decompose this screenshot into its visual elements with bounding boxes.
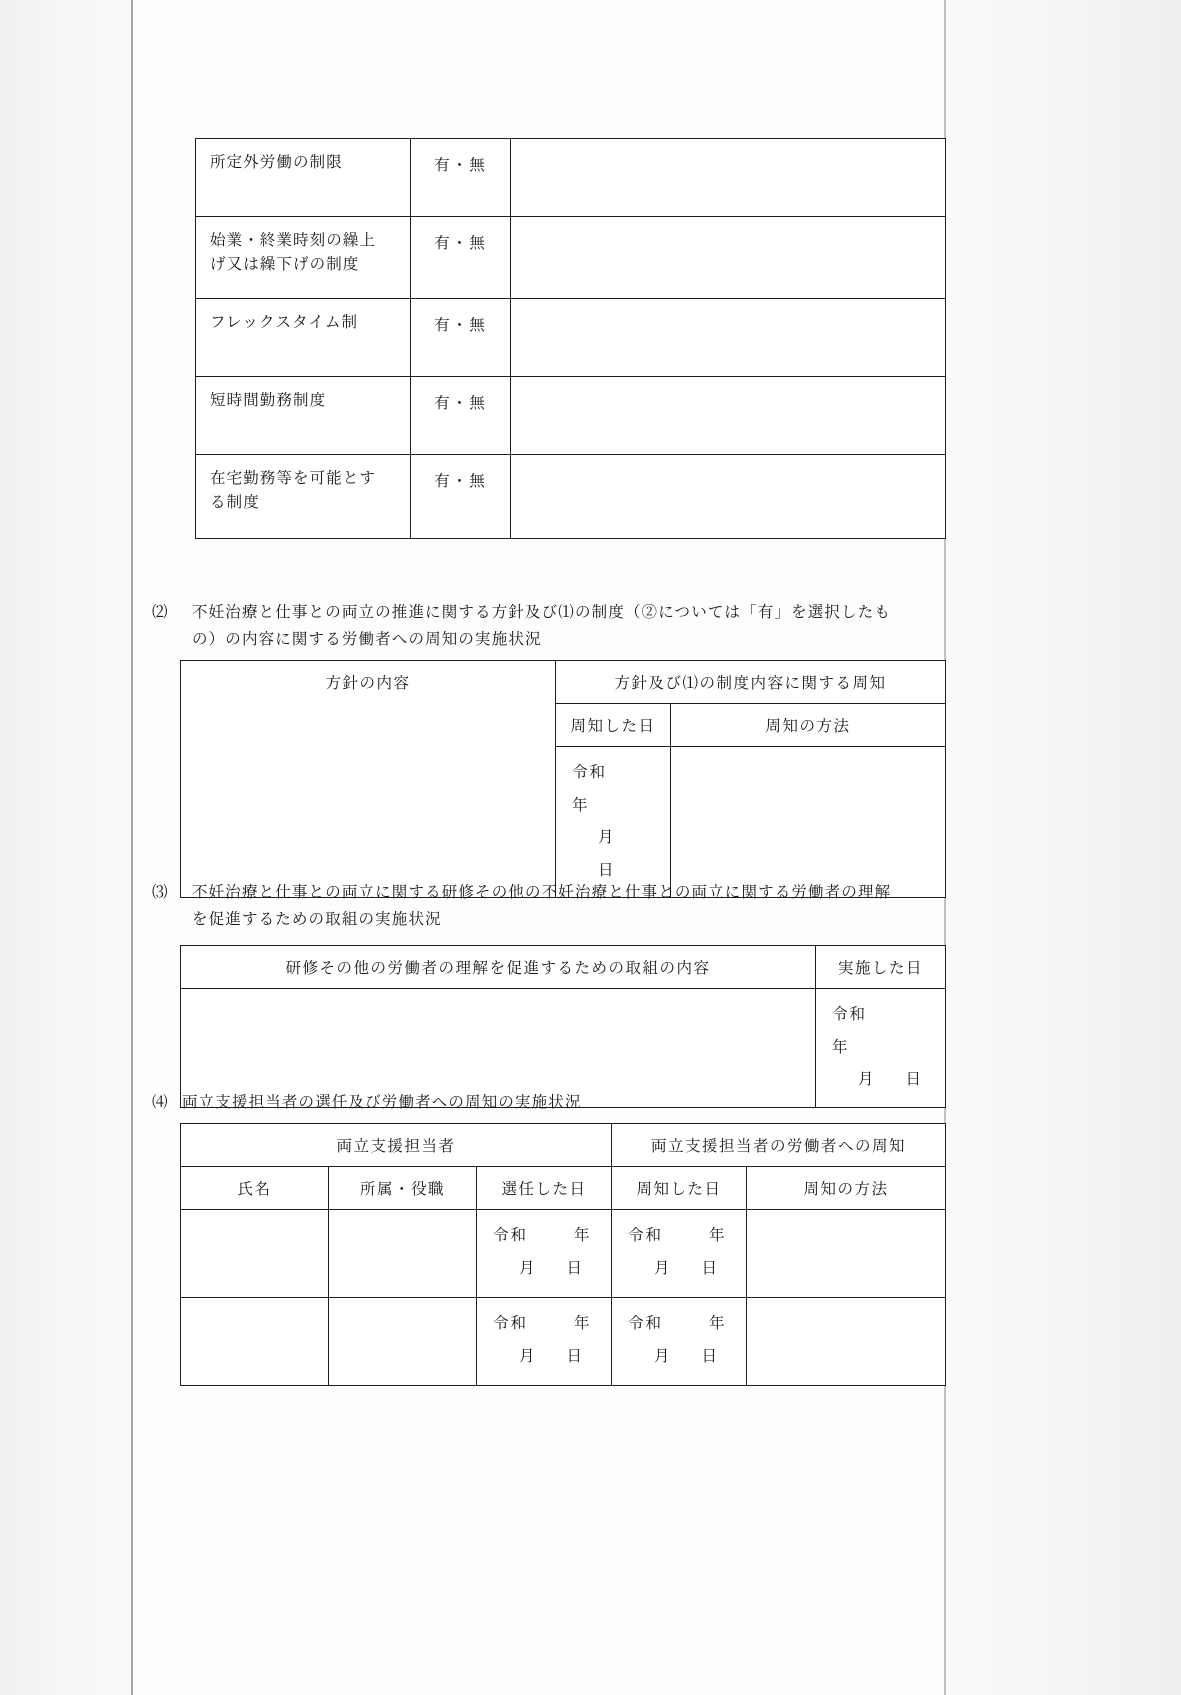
date-month: 月 (519, 1259, 537, 1277)
cell-affiliation-value[interactable] (329, 1210, 477, 1298)
date-month-day-line (493, 1341, 595, 1374)
cell-group-notice-header (612, 1124, 946, 1167)
section-3-heading-text (192, 880, 952, 933)
affiliation-value (329, 1298, 476, 1320)
date-era: 令和 (493, 1227, 529, 1244)
date-era: 令和 (628, 1227, 664, 1244)
date-year: 年 (574, 1227, 592, 1244)
date-era-year-line (493, 1220, 595, 1253)
date-month-day-line (572, 822, 654, 887)
cell-group-person-header (181, 1124, 612, 1167)
cell-system-label (196, 139, 411, 217)
section-3-heading-line1: 不妊治療と仕事との両立に関する研修その他の不妊治療と仕事との両立に関する労働者の理解 (192, 884, 892, 901)
cell-choice-yes-no[interactable] (411, 455, 511, 539)
date-month: 月 (654, 1347, 672, 1365)
system-label-text (196, 455, 410, 525)
date-entry (816, 989, 945, 1107)
page-border-left (131, 0, 133, 1695)
note-text (511, 455, 945, 477)
cell-measure-content-header (181, 946, 816, 989)
table-row (196, 377, 946, 455)
date-era: 令和 (628, 1315, 664, 1332)
cell-notice-date-value[interactable] (556, 747, 671, 898)
cell-note[interactable] (511, 139, 946, 217)
system-label-text (196, 217, 410, 287)
system-label-line2: る制度 (210, 494, 260, 512)
cell-notice-method-value[interactable] (747, 1210, 946, 1298)
date-entry (612, 1210, 746, 1295)
cell-system-label (196, 455, 411, 539)
name-value (181, 1210, 328, 1232)
header-notice-date: 周知した日 (570, 718, 656, 735)
cell-system-label (196, 299, 411, 377)
cell-notice-group-header (556, 661, 946, 704)
date-era-year-line (628, 1308, 730, 1341)
header-notice-group: 方針及び⑴の制度内容に関する周知 (614, 675, 887, 692)
cell-note[interactable] (511, 377, 946, 455)
date-month: 月 (519, 1347, 537, 1365)
cell-system-label (196, 377, 411, 455)
date-month: 月 (654, 1259, 672, 1277)
cell-note[interactable] (511, 299, 946, 377)
system-label-line1: 在宅勤務等を可能とす (210, 470, 377, 487)
section-4-heading-line1: 両立支援担当者の選任及び労働者への周知の実施状況 (182, 1094, 582, 1111)
date-month: 月 (858, 1071, 876, 1089)
section-2-heading (152, 600, 942, 653)
table-training-measures (180, 945, 946, 1108)
section-4-heading (152, 1090, 952, 1117)
cell-policy-content[interactable] (181, 661, 556, 898)
header-group-person: 両立支援担当者 (336, 1138, 456, 1155)
cell-note[interactable] (511, 455, 946, 539)
choice-text: 有・無 (434, 235, 487, 252)
cell-system-label (196, 217, 411, 299)
section-3-heading (152, 880, 952, 933)
name-value (181, 1298, 328, 1320)
cell-choice-yes-no[interactable] (411, 377, 511, 455)
cell-notice-date-value[interactable] (612, 1298, 747, 1386)
date-entry (477, 1298, 611, 1383)
section-2-heading-line2: の）の内容に関する労働者への周知の実施状況 (192, 630, 542, 648)
header-policy-content: 方針の内容 (325, 675, 411, 692)
cell-notice-date-header (612, 1167, 747, 1210)
cell-affiliation-value[interactable] (329, 1298, 477, 1386)
cell-choice-yes-no[interactable] (411, 299, 511, 377)
date-month-day-line (493, 1253, 595, 1286)
table-header-row (181, 661, 946, 704)
cell-appoint-date-value[interactable] (477, 1210, 612, 1298)
system-label-line1: 始業・終業時刻の繰上 (210, 232, 377, 249)
section-2-heading-text (192, 600, 942, 653)
cell-notice-method-value[interactable] (671, 747, 946, 898)
cell-notice-method-header (747, 1167, 946, 1210)
table-row (196, 139, 946, 217)
date-entry (477, 1210, 611, 1295)
notice-method-value (747, 1210, 945, 1232)
cell-implement-date-header (816, 946, 946, 989)
choice-text: 有・無 (434, 395, 487, 412)
date-entry (612, 1298, 746, 1383)
date-year: 年 (709, 1315, 727, 1332)
header-group-notice: 両立支援担当者の労働者への周知 (651, 1138, 907, 1155)
notice-method-value (747, 1298, 945, 1320)
note-text (511, 299, 945, 321)
date-era: 令和 (493, 1315, 529, 1332)
system-label-text: フレックスタイム制 (210, 314, 359, 331)
section-4-number: ⑷ (152, 1094, 169, 1111)
header-measure-content: 研修その他の労働者の理解を促進するための取組の内容 (285, 960, 711, 977)
table-row (196, 455, 946, 539)
cell-appoint-date-header (477, 1167, 612, 1210)
section-3-number: ⑶ (152, 884, 169, 901)
date-era-year-line (628, 1220, 730, 1253)
notice-method-value (671, 747, 945, 769)
date-year: 年 (572, 796, 590, 814)
table-row (196, 299, 946, 377)
note-text (511, 139, 945, 161)
cell-choice-yes-no[interactable] (411, 217, 511, 299)
cell-notice-date-value[interactable] (612, 1210, 747, 1298)
date-era-year-line (832, 999, 929, 1064)
date-day: 日 (566, 1347, 585, 1365)
date-day: 日 (598, 861, 616, 879)
section-4-heading-text (182, 1090, 952, 1117)
section-3 (152, 880, 952, 933)
table-header-row (181, 1124, 946, 1167)
page-content (140, 0, 940, 1695)
cell-appoint-date-value[interactable] (477, 1298, 612, 1386)
cell-notice-method-value[interactable] (747, 1298, 946, 1386)
date-month-day-line (628, 1341, 730, 1374)
table-row (181, 1298, 946, 1386)
date-year: 年 (832, 1038, 850, 1056)
date-day: 日 (701, 1347, 720, 1365)
header-name: 氏名 (237, 1181, 272, 1198)
measure-content-value (181, 989, 815, 1011)
header-implement-date: 実施した日 (837, 960, 923, 977)
note-text (511, 377, 945, 399)
section-2 (152, 600, 942, 653)
cell-name-header (181, 1167, 329, 1210)
cell-affiliation-header (329, 1167, 477, 1210)
table-row (181, 1210, 946, 1298)
scan-shadow-left (0, 0, 132, 1695)
date-month: 月 (598, 829, 616, 847)
cell-notice-date-header (556, 704, 671, 747)
system-label-text: 所定外労働の制限 (210, 154, 343, 171)
date-year: 年 (574, 1315, 592, 1332)
section-2-number: ⑵ (152, 604, 169, 621)
date-era: 令和 (572, 764, 608, 781)
date-month-day-line (628, 1253, 730, 1286)
date-era: 令和 (832, 1006, 868, 1023)
header-appoint-date: 選任した日 (501, 1181, 587, 1198)
choice-text: 有・無 (434, 157, 487, 174)
table-system-availability (195, 138, 946, 539)
affiliation-value (329, 1210, 476, 1232)
header-notice-date: 周知した日 (636, 1181, 722, 1198)
date-era-year-line (493, 1308, 595, 1341)
scan-shadow-right (945, 0, 1181, 1695)
cell-note[interactable] (511, 217, 946, 299)
cell-name-value[interactable] (181, 1298, 329, 1386)
section-3-heading-line2: を促進するための取組の実施状況 (192, 910, 442, 928)
header-affiliation: 所属・役職 (359, 1181, 445, 1198)
header-notice-method: 周知の方法 (803, 1181, 889, 1198)
table-policy-notice (180, 660, 946, 898)
date-era-year-line (572, 757, 654, 822)
system-label-text: 短時間勤務制度 (210, 392, 327, 409)
note-text (511, 217, 945, 239)
date-entry (556, 747, 670, 897)
table-support-staff (180, 1123, 946, 1386)
cell-name-value[interactable] (181, 1210, 329, 1298)
section-4 (152, 1090, 952, 1117)
choice-text: 有・無 (434, 317, 487, 334)
date-day: 日 (701, 1259, 720, 1277)
table-header-row (181, 946, 946, 989)
date-day: 日 (566, 1259, 585, 1277)
table-row (196, 217, 946, 299)
table-subheader-row (181, 1167, 946, 1210)
date-year: 年 (709, 1227, 727, 1244)
system-label-line2: げ又は繰下げの制度 (210, 256, 360, 274)
section-2-heading-line1: 不妊治療と仕事との両立の推進に関する方針及び⑴の制度（②については「有」を選択したも (192, 604, 891, 621)
cell-choice-yes-no[interactable] (411, 139, 511, 217)
choice-text: 有・無 (434, 473, 487, 490)
date-day: 日 (905, 1071, 924, 1089)
header-notice-method: 周知の方法 (765, 718, 851, 735)
cell-notice-method-header (671, 704, 946, 747)
